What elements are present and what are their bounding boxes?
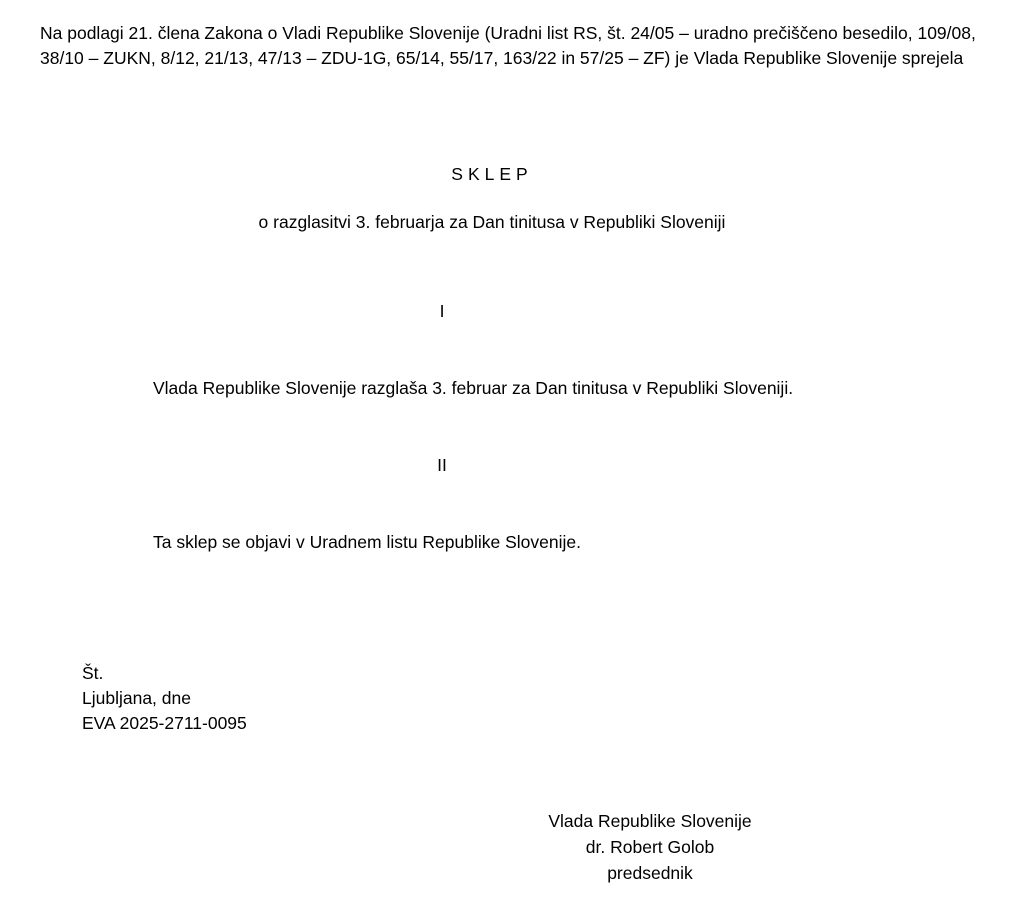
signature-institution: Vlada Republike Slovenije [548,811,752,831]
signature-role: predsednik [607,863,693,883]
document-number-label: Št. [82,663,104,683]
eva-number: EVA 2025-2711-0095 [82,713,247,733]
document-subtitle: o razglasitvi 3. februarja za Dan tinitusa v Republiki Sloveniji [258,212,726,232]
signature-name: dr. Robert Golob [585,837,715,857]
section-number-1: I [439,301,445,321]
document-meta [82,661,247,736]
place-date-label: Ljubljana, dne [82,688,191,708]
section-text-1: Vlada Republike Slovenije razglaša 3. februar za Dan tinitusa v Republiki Sloveniji. [153,378,794,398]
legal-basis-preamble: Na podlagi 21. člena Zakona o Vladi Republike Slovenije (Uradni list RS, št. 24/05 – uradno prečiščeno besedilo, 109/08, 38/10 – ZUKN, 8/12, 21/13, 47/13 – ZDU-1G, 65/14, 55/17, 163/22 in 57/25 – ZF) je Vlada Republike Slovenije sprejela [40,23,976,68]
section-text-2: Ta sklep se objavi v Uradnem listu Republike Slovenije. [153,532,581,552]
section-number-2: II [437,455,447,475]
document-title: SKLEP [451,164,533,184]
signature-block [500,808,800,886]
